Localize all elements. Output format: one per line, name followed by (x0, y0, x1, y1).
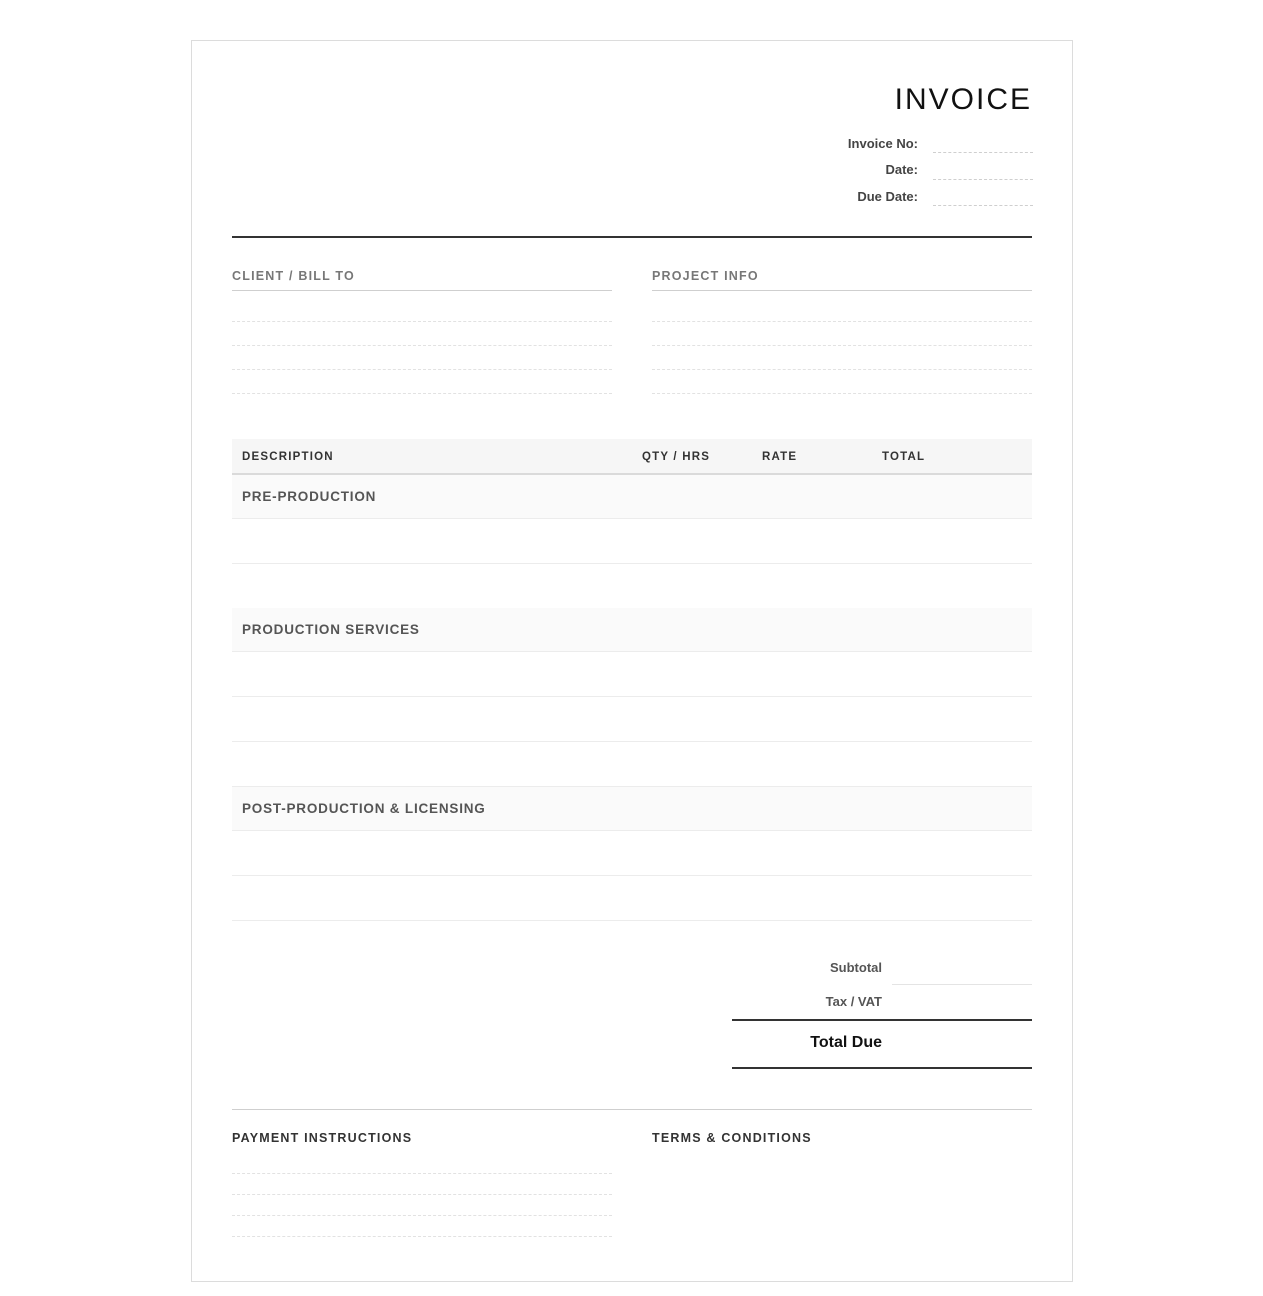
column-description: DESCRIPTION (242, 451, 334, 463)
payment-heading: PAYMENT INSTRUCTIONS (232, 1131, 413, 1145)
table-row[interactable] (232, 564, 1032, 609)
total-divider-bottom (732, 1067, 1032, 1069)
client-line-1[interactable] (232, 321, 612, 322)
client-line-2[interactable] (232, 345, 612, 346)
invoice-title: INVOICE (894, 83, 1032, 116)
category-row-pre-production (232, 475, 1032, 519)
column-qty: QTY / HRS (642, 451, 711, 463)
header-divider (232, 236, 1032, 238)
tax-label: Tax / VAT (825, 994, 882, 1009)
invoice-page (191, 40, 1073, 1282)
table-row[interactable] (232, 697, 1032, 742)
project-line-4[interactable] (652, 393, 1032, 394)
project-line-2[interactable] (652, 345, 1032, 346)
invoice-date-label: Date: (885, 162, 918, 177)
payment-line-2[interactable] (232, 1194, 612, 1195)
category-label: PRE-PRODUCTION (242, 489, 377, 504)
table-row[interactable] (232, 519, 1032, 564)
invoice-number-field[interactable] (933, 152, 1033, 153)
category-row-post-production (232, 787, 1032, 831)
total-divider-top (732, 1019, 1032, 1021)
subtotal-label: Subtotal (830, 960, 882, 975)
invoice-date-field[interactable] (933, 179, 1033, 180)
column-total: TOTAL (882, 451, 926, 463)
table-row[interactable] (232, 742, 1032, 787)
project-line-3[interactable] (652, 369, 1032, 370)
project-line-1[interactable] (652, 321, 1032, 322)
subtotal-field[interactable] (892, 984, 1032, 985)
invoice-number-label: Invoice No: (847, 136, 918, 151)
category-label: POST-PRODUCTION & LICENSING (242, 801, 486, 816)
payment-line-1[interactable] (232, 1173, 612, 1174)
column-rate: RATE (762, 451, 798, 463)
table-row[interactable] (232, 831, 1032, 876)
project-heading: PROJECT INFO (652, 269, 1032, 291)
client-line-4[interactable] (232, 393, 612, 394)
client-line-3[interactable] (232, 369, 612, 370)
payment-line-4[interactable] (232, 1236, 612, 1237)
total-due-label: Total Due (810, 1034, 882, 1051)
table-row[interactable] (232, 876, 1032, 921)
category-row-production-services (232, 608, 1032, 652)
client-heading: CLIENT / BILL TO (232, 269, 612, 291)
category-label: PRODUCTION SERVICES (242, 622, 420, 637)
terms-heading: TERMS & CONDITIONS (652, 1131, 812, 1145)
table-row[interactable] (232, 652, 1032, 697)
table-header (232, 439, 1032, 475)
due-date-field[interactable] (933, 205, 1033, 206)
payment-line-3[interactable] (232, 1215, 612, 1216)
footer-divider (232, 1109, 1032, 1110)
due-date-label: Due Date: (857, 189, 918, 204)
